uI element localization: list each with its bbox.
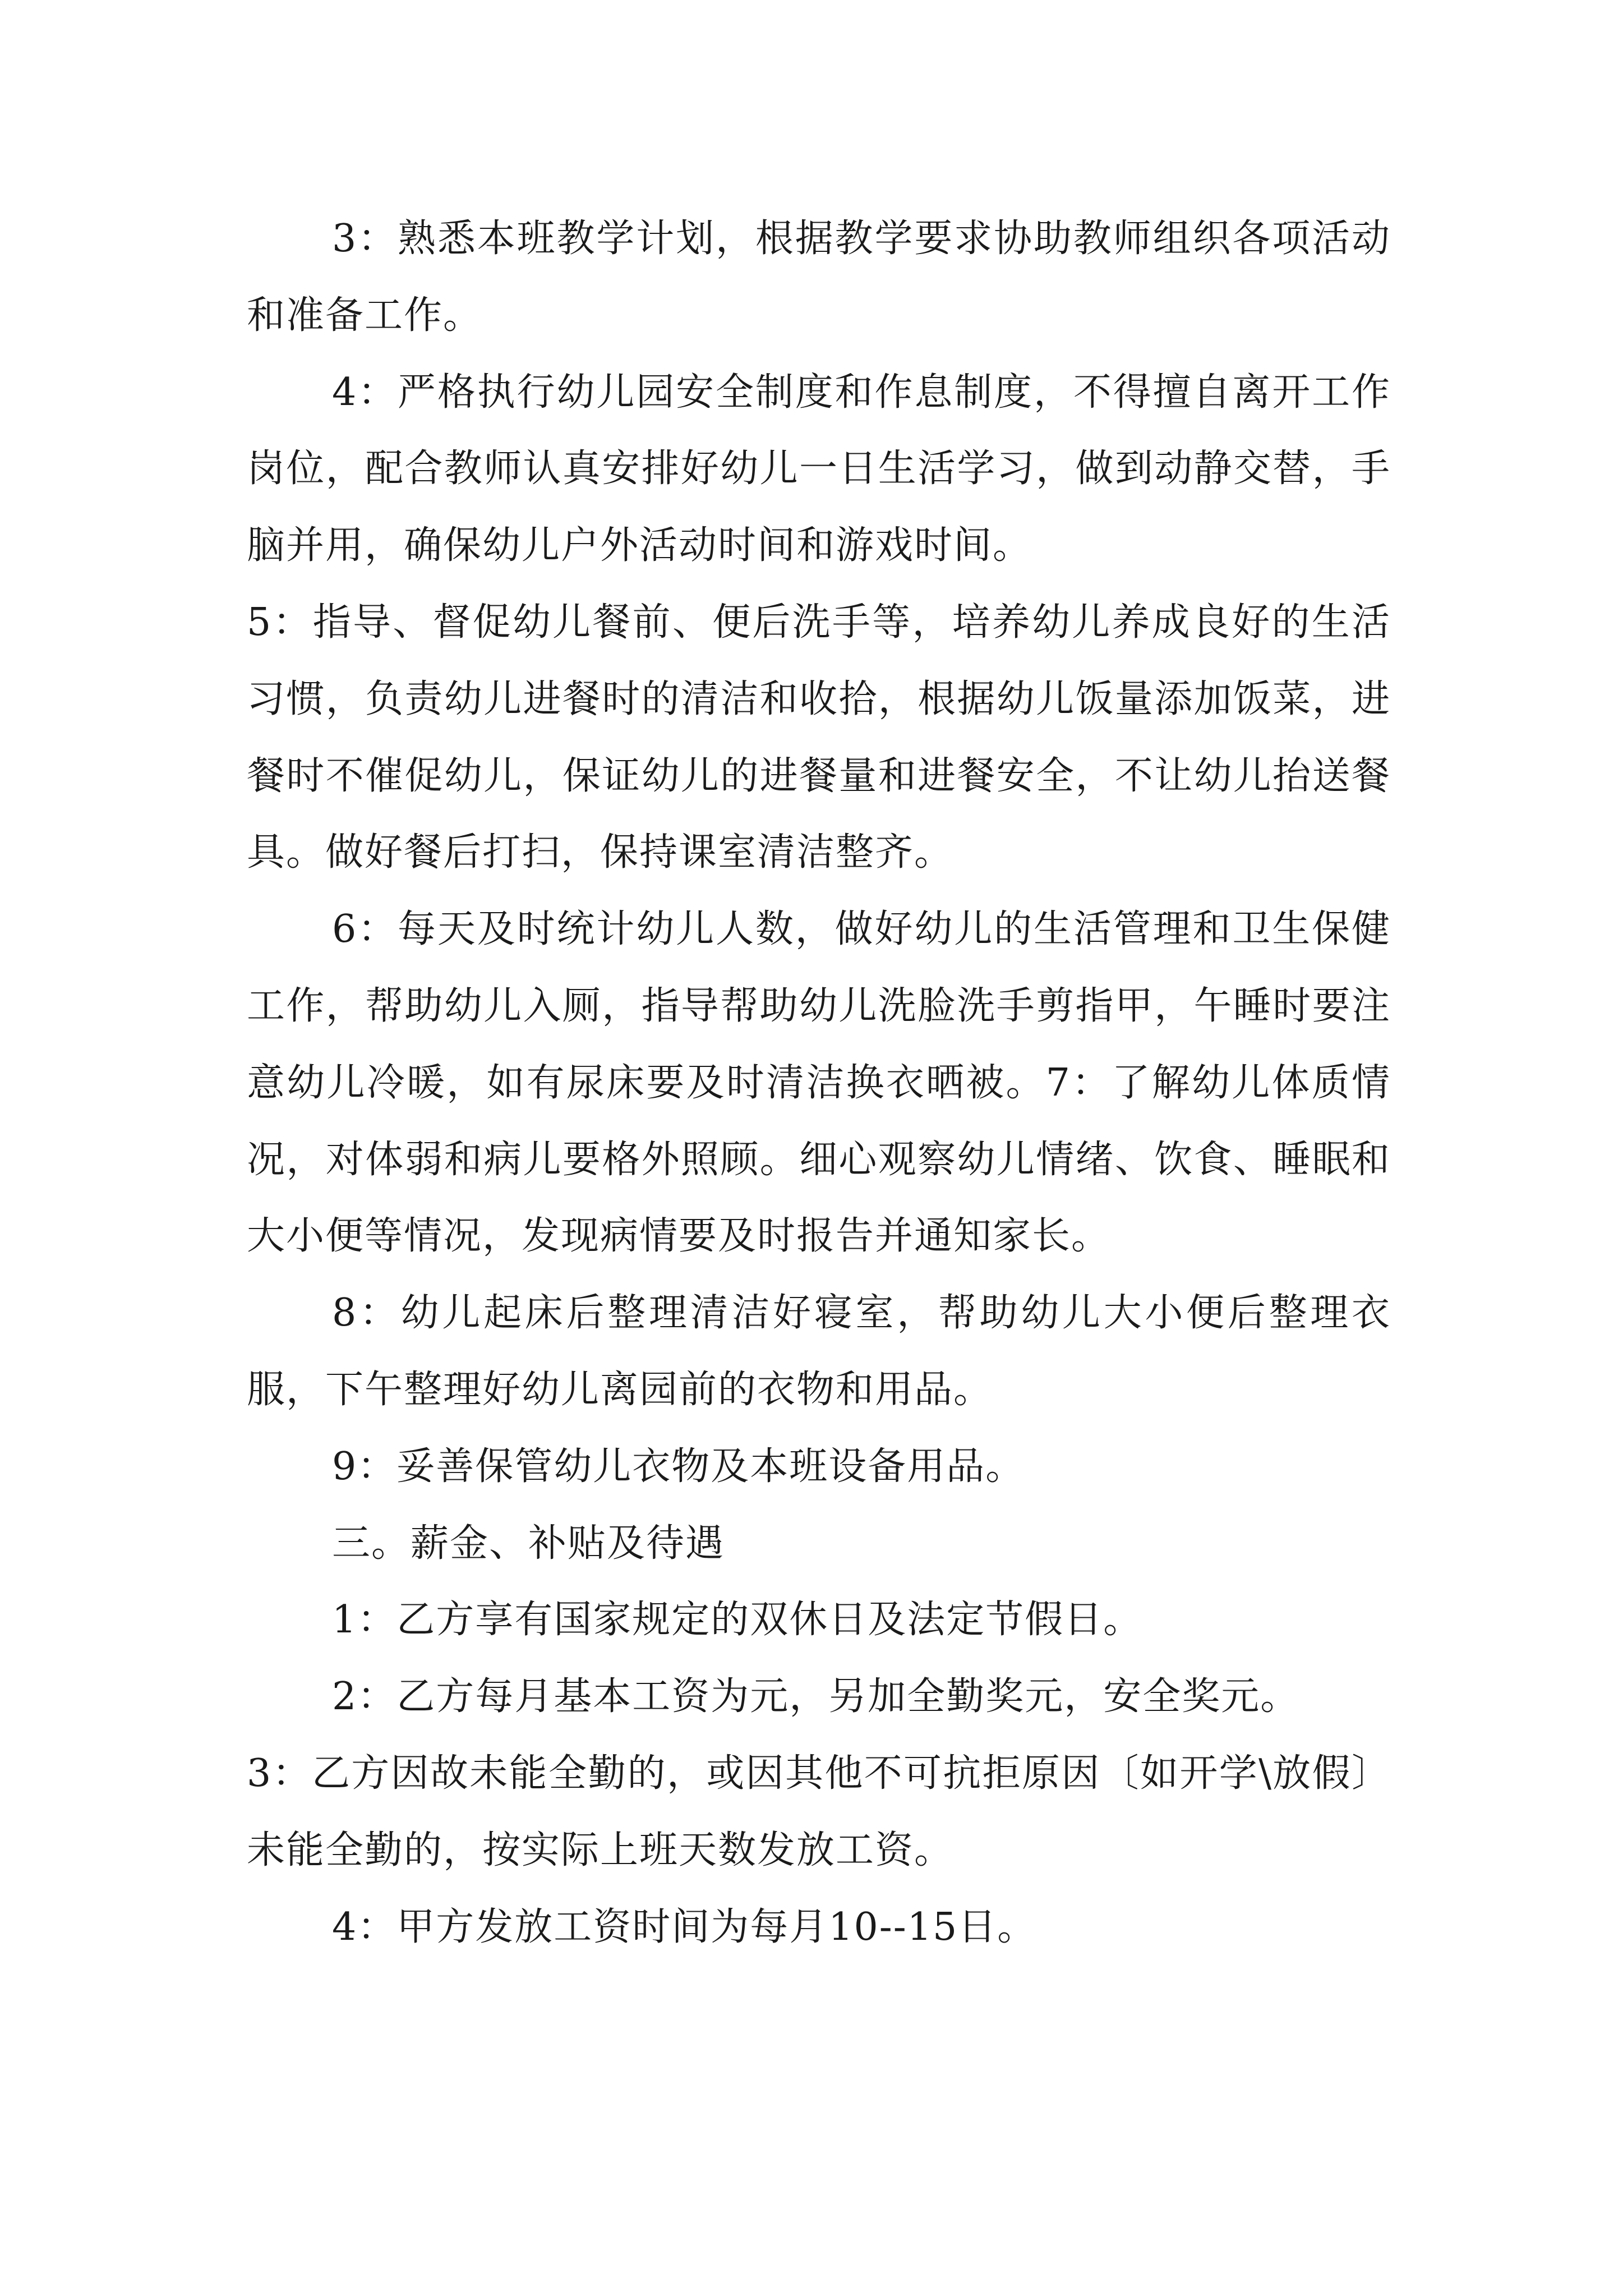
paragraph-duty-8: 8：幼儿起床后整理清洁好寝室，帮助幼儿大小便后整理衣服，下午整理好幼儿离园前的衣物和用品。: [247, 1291, 1391, 1412]
paragraph-duty-9: 9：妥善保管幼儿衣物及本班设备用品。: [332, 1444, 1025, 1489]
document-body: [247, 201, 1391, 1966]
paragraph-salary-1: 1：乙方享有国家规定的双休日及法定节假日。: [332, 1598, 1143, 1642]
paragraph-duty-3: 3：熟悉本班教学计划，根据教学要求协助教师组织各项活动和准备工作。: [247, 217, 1391, 338]
section-heading-salary: 三。薪金、补贴及待遇: [332, 1521, 725, 1566]
paragraph-salary-3: 3：乙方因故未能全勤的，或因其他不可抗拒原因〔如开学\放假〕未能全勤的，按实际上班天数发放工资。: [247, 1751, 1391, 1872]
paragraph-salary-4: 4：甲方发放工资时间为每月10--15日。: [332, 1904, 1037, 1949]
paragraph-salary-2: 2：乙方每月基本工资为元，另加全勤奖元，安全奖元。: [332, 1674, 1300, 1719]
paragraph-duty-5: 5：指导、督促幼儿餐前、便后洗手等，培养幼儿养成良好的生活习惯，负责幼儿进餐时的清洁和收拾，根据幼儿饭量添加饭菜，进餐时不催促幼儿，保证幼儿的进餐量和进餐安全，不让幼儿抬送餐具。做好餐后打扫，保持课室清洁整齐。: [247, 600, 1391, 875]
paragraph-duty-6-7: 6：每天及时统计幼儿人数，做好幼儿的生活管理和卫生保健工作，帮助幼儿入厕，指导帮助幼儿洗脸洗手剪指甲，午睡时要注意幼儿冷暖，如有尿床要及时清洁换衣晒被。7：了解幼儿体质情况，对体弱和病儿要格外照顾。细心观察幼儿情绪、饮食、睡眠和大小便等情况，发现病情要及时报告并通知家长。: [247, 907, 1391, 1259]
paragraph-duty-4: 4：严格执行幼儿园安全制度和作息制度，不得擅自离开工作岗位，配合教师认真安排好幼儿一日生活学习，做到动静交替，手脑并用，确保幼儿户外活动时间和游戏时间。: [247, 370, 1391, 568]
